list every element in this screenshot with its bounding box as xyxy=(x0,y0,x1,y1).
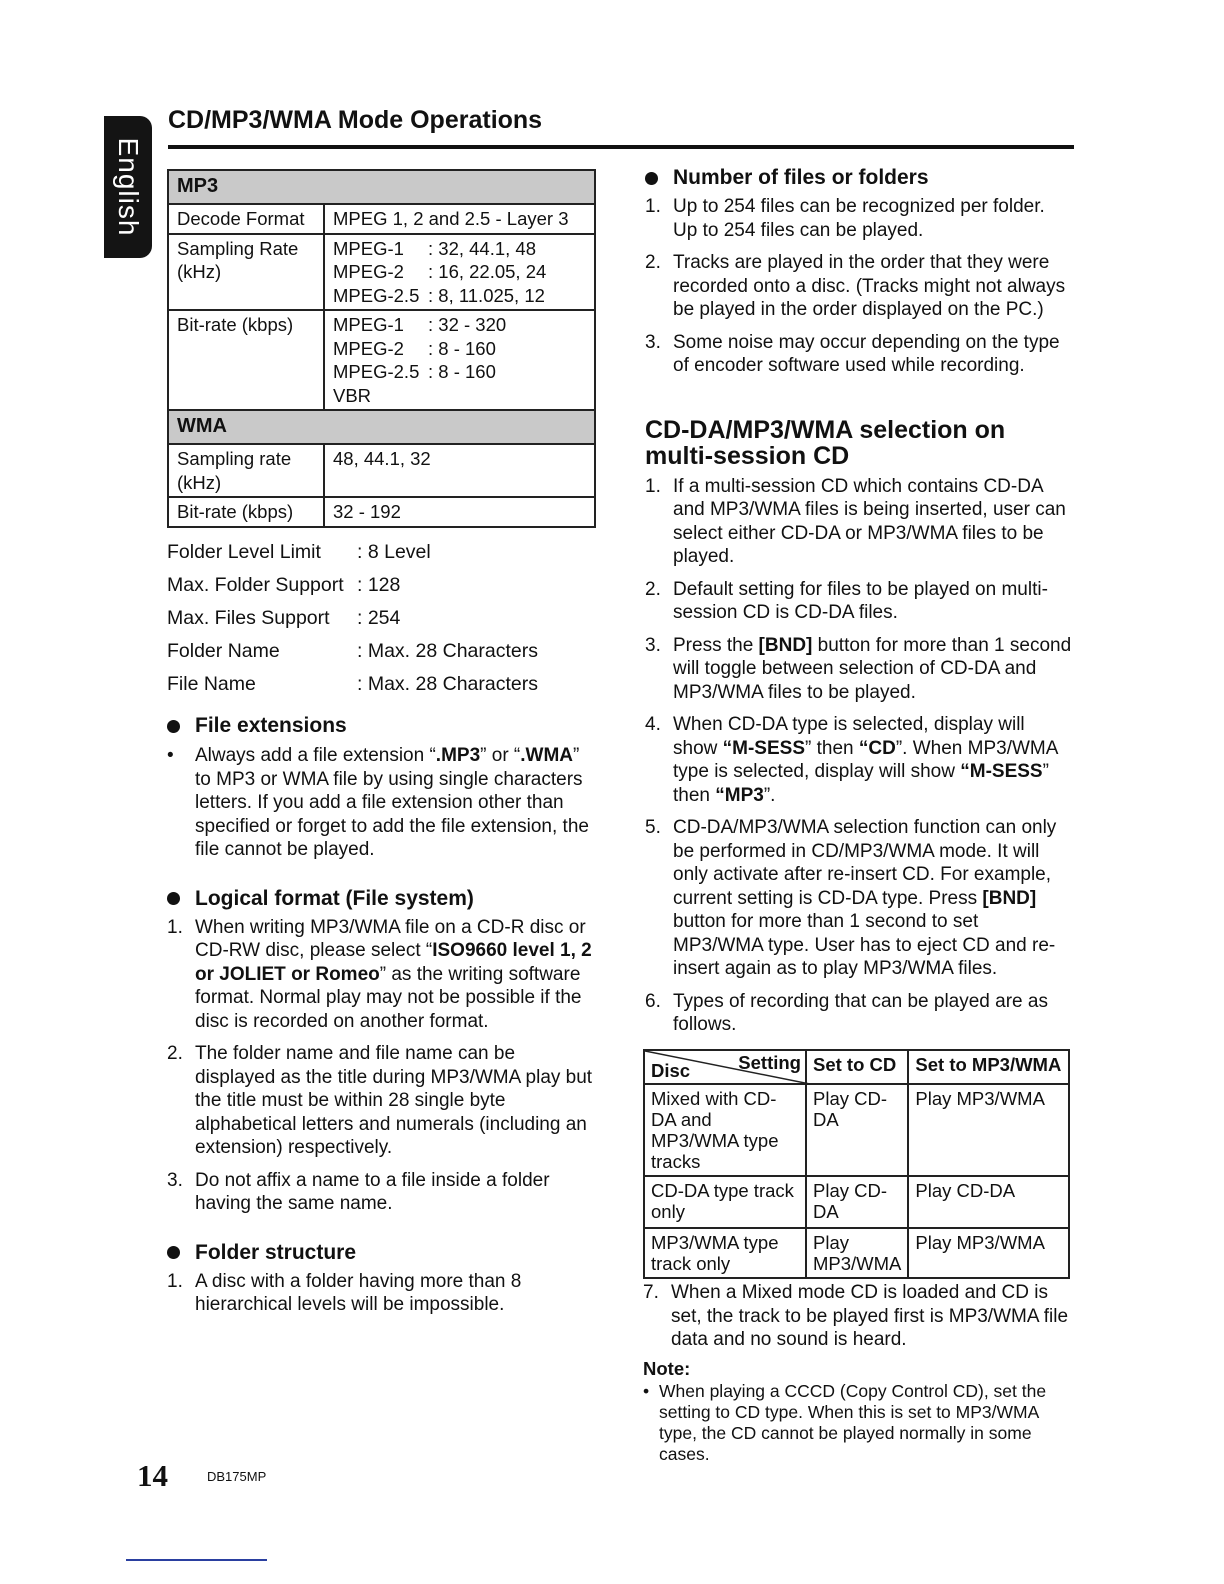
list-item-text: Tracks are played in the order that they were recorded onto a disc. (Tracks might not always be played in the order displayed on the PC.) xyxy=(673,252,1066,320)
list-item xyxy=(167,1169,595,1216)
logical-format-heading xyxy=(167,887,595,911)
bullet-icon: • xyxy=(167,745,174,766)
spec-value: : Max. 28 Characters xyxy=(357,673,538,695)
wma-bitrate-value: 32 - 192 xyxy=(324,497,595,527)
multisession-heading xyxy=(645,417,1073,469)
list-item-text: When writing MP3/WMA file on a CD-R disc or CD-RW disc, please select “ISO9660 level 1, 2 or JOLIET or Romeo” as the writing software format. Normal play may not be possible if the disc is recorded on another format. xyxy=(195,916,592,1032)
heading-line: multi-session CD xyxy=(645,441,850,470)
spec-row xyxy=(167,668,538,701)
list-number: 2. xyxy=(645,252,661,273)
table-cell: Play MP3/WMA xyxy=(806,1228,908,1278)
list-item xyxy=(167,916,595,1034)
table-corner-cell xyxy=(644,1050,806,1084)
spec-value: : 16, 22.05, 24 xyxy=(428,261,547,282)
spec-value: : 8 - 160 xyxy=(428,361,496,382)
spec-key: MPEG-2 xyxy=(333,337,404,359)
list-number: 2. xyxy=(645,578,661,600)
spec-key: MPEG-2.5 xyxy=(333,361,420,382)
sampling-values xyxy=(324,234,595,311)
spec-key: Folder Name xyxy=(167,640,280,662)
list-number: 1. xyxy=(167,1270,183,1292)
spec-value: : 8, 11.025, 12 xyxy=(428,284,545,306)
table-row xyxy=(168,234,595,311)
list-item-text: The folder name and file name can be displayed as the title during MP3/WMA play but the title must be within 28 single byte alphabetical letters and numerals (including an extension) respectively. xyxy=(195,1043,593,1158)
bullet-dot-icon xyxy=(167,892,180,905)
spec-row xyxy=(167,635,538,668)
wma-bitrate-label: Bit-rate (kbps) xyxy=(168,497,324,527)
bitrate-values xyxy=(324,310,595,410)
wma-sampling-label xyxy=(168,444,324,497)
list-item xyxy=(645,578,1073,625)
model-code: DB175MP xyxy=(207,1469,267,1484)
column-header: Set to CD xyxy=(806,1050,908,1084)
table-row xyxy=(168,497,595,527)
list-item xyxy=(643,1281,1071,1352)
list-item xyxy=(645,195,1073,242)
spec-key: MPEG-1 xyxy=(333,314,404,335)
list-item xyxy=(167,1270,595,1317)
list-item xyxy=(645,713,1073,807)
list-item-text: CD-DA/MP3/WMA selection function can only be performed in CD/MP3/WMA mode. It will only activate after re-insert CD. For example, current setting is CD-DA type. Press [BND] button for more than 1 second to set MP3/WMA type. User has to eject CD and re-insert again as to play MP3/WMA files. xyxy=(673,817,1057,979)
folder-structure-list xyxy=(167,1270,595,1317)
mp3-wma-spec-table xyxy=(167,169,596,528)
list-number: 5. xyxy=(645,817,661,838)
spec-key: Max. Folder Support xyxy=(167,574,344,596)
heading-line: CD-DA/MP3/WMA selection on xyxy=(645,415,1006,444)
corner-setting-label: Setting xyxy=(738,1052,801,1073)
list-number: 1. xyxy=(645,196,661,217)
wma-header: WMA xyxy=(168,410,595,444)
table-row xyxy=(644,1084,1069,1176)
list-item-text: Always add a file extension “.MP3” or “.WMA” to MP3 or WMA file by using single characters letters. If you add a file extension other than specified or forget to add the file extension, the file cannot be played. xyxy=(195,745,589,860)
list-number: 3. xyxy=(167,1169,183,1191)
list-number: 2. xyxy=(167,1043,183,1064)
page-number: 14 xyxy=(137,1458,168,1493)
right-column-sections xyxy=(645,166,1073,1046)
list-item xyxy=(167,744,595,862)
list-item-text: A disc with a folder having more than 8 hierarchical levels will be impossible. xyxy=(195,1270,522,1315)
multisession-list xyxy=(645,475,1073,1037)
list-item-text: Default setting for files to be played on multi-session CD is CD-DA files. xyxy=(673,578,1048,623)
note-item xyxy=(643,1381,1071,1465)
table-cell: MP3/WMA type track only xyxy=(644,1228,806,1278)
logical-format-list xyxy=(167,916,595,1216)
decode-label: Decode Format xyxy=(168,204,324,234)
spec-value: : 128 xyxy=(357,574,401,596)
table-row xyxy=(168,310,595,410)
spec-key: MPEG-2.5 xyxy=(333,284,420,306)
folder-specs xyxy=(167,536,538,701)
sampling-label xyxy=(168,234,324,311)
list-item-text: When CD-DA type is selected, display will show “M-SESS” then “CD”. When MP3/WMA type is selected, display will show “M-SESS” then “MP3”. xyxy=(673,714,1058,806)
list-item-text: If a multi-session CD which contains CD-DA and MP3/WMA files is being inserted, user can select either CD-DA or MP3/WMA files to be played. xyxy=(673,475,1066,567)
heading-text: Number of files or folders xyxy=(673,166,929,189)
sampling-label-line: (kHz) xyxy=(177,261,222,282)
list-item xyxy=(645,634,1073,705)
file-extensions-heading xyxy=(167,714,595,738)
heading-text: Logical format (File system) xyxy=(195,886,474,910)
page-title: CD/MP3/WMA Mode Operations xyxy=(168,106,543,134)
spec-row xyxy=(167,536,538,569)
list-item xyxy=(167,1042,595,1160)
list-item-text: Press the [BND] button for more than 1 second will toggle between selection of CD-DA and MP3/WMA files to be played. xyxy=(673,634,1072,703)
bullet-dot-icon xyxy=(645,172,658,185)
wma-sampling-value: 48, 44.1, 32 xyxy=(324,444,595,497)
bullet-icon: • xyxy=(643,1381,650,1401)
number-of-files-heading xyxy=(645,166,1073,190)
list-number: 4. xyxy=(645,714,661,735)
language-tab-label: English xyxy=(113,137,144,237)
list-item-text: Do not affix a name to a file inside a folder having the same name. xyxy=(195,1169,550,1214)
list-item xyxy=(645,816,1073,981)
footer-line xyxy=(126,1559,267,1561)
list-number: 1. xyxy=(645,475,661,497)
list-number: 7. xyxy=(643,1282,659,1303)
spec-value: : 254 xyxy=(357,607,401,629)
corner-disc-label: Disc xyxy=(651,1060,691,1081)
sampling-label-line: Sampling Rate xyxy=(177,237,299,259)
heading-text: Folder structure xyxy=(195,1240,357,1264)
table-header-row xyxy=(644,1050,1069,1084)
title-divider xyxy=(168,145,1074,149)
table-cell: Mixed with CD-DA and MP3/WMA type tracks xyxy=(644,1084,806,1176)
list-item-text: Types of recording that can be played are as follows. xyxy=(673,990,1048,1035)
list-item-text: When a Mixed mode CD is loaded and CD is set, the track to be played first is MP3/WMA file data and no sound is heard. xyxy=(671,1282,1069,1350)
note-text: When playing a CCCD (Copy Control CD), set the setting to CD type. When this is set to MP3/WMA type, the CD cannot be played normally in some cases. xyxy=(659,1381,1047,1464)
list-number: 1. xyxy=(167,916,183,938)
list-item xyxy=(645,475,1073,569)
spec-value: : 32 - 320 xyxy=(428,314,507,335)
list-number: 3. xyxy=(645,634,661,656)
table-cell: Play CD-DA xyxy=(806,1176,908,1228)
spec-key: Folder Level Limit xyxy=(167,541,321,563)
multisession-list-continued xyxy=(643,1281,1071,1361)
language-tab xyxy=(104,116,152,258)
mp3-header: MP3 xyxy=(168,170,595,204)
spec-value: : 8 - 160 xyxy=(428,337,496,359)
wma-sampling-label-line: (kHz) xyxy=(177,471,222,493)
spec-row xyxy=(167,602,538,635)
file-extensions-list xyxy=(167,744,595,862)
list-number: 3. xyxy=(645,331,661,353)
list-item xyxy=(645,990,1073,1037)
bullet-dot-icon xyxy=(167,720,180,733)
decode-value: MPEG 1, 2 and 2.5 - Layer 3 xyxy=(324,204,595,234)
list-number: 6. xyxy=(645,990,661,1012)
note-block xyxy=(643,1358,1071,1465)
table-row xyxy=(168,204,595,234)
table-cell: CD-DA type track only xyxy=(644,1176,806,1228)
bullet-dot-icon xyxy=(167,1246,180,1259)
list-item xyxy=(645,251,1073,322)
wma-sampling-label-line: Sampling rate xyxy=(177,448,292,469)
table-row xyxy=(168,444,595,497)
list-item-text: Up to 254 files can be recognized per folder. Up to 254 files can be played. xyxy=(673,196,1045,241)
spec-value: : Max. 28 Characters xyxy=(357,640,538,662)
list-item-text: Some noise may occur depending on the type of encoder software used while recording. xyxy=(673,331,1060,376)
table-row xyxy=(644,1228,1069,1278)
bitrate-vbr: VBR xyxy=(333,384,372,406)
spec-row xyxy=(167,569,538,602)
list-item xyxy=(645,331,1073,378)
bitrate-label: Bit-rate (kbps) xyxy=(168,310,324,410)
table-cell: Play MP3/WMA xyxy=(908,1228,1069,1278)
column-header: Set to MP3/WMA xyxy=(908,1050,1069,1084)
table-cell: Play CD-DA xyxy=(908,1176,1069,1228)
spec-key: MPEG-1 xyxy=(333,237,404,259)
spec-key: MPEG-2 xyxy=(333,261,404,282)
spec-key: File Name xyxy=(167,673,256,695)
disc-setting-table xyxy=(643,1049,1070,1279)
table-cell: Play MP3/WMA xyxy=(908,1084,1069,1176)
spec-value: : 8 Level xyxy=(357,541,431,563)
number-of-files-list xyxy=(645,195,1073,378)
note-title: Note: xyxy=(643,1358,691,1379)
spec-value: : 32, 44.1, 48 xyxy=(428,237,537,259)
table-cell: Play CD-DA xyxy=(806,1084,908,1176)
left-column-sections xyxy=(167,714,595,1326)
spec-key: Max. Files Support xyxy=(167,607,330,629)
heading-text: File extensions xyxy=(195,714,347,737)
table-row xyxy=(644,1176,1069,1228)
folder-structure-heading xyxy=(167,1241,595,1265)
